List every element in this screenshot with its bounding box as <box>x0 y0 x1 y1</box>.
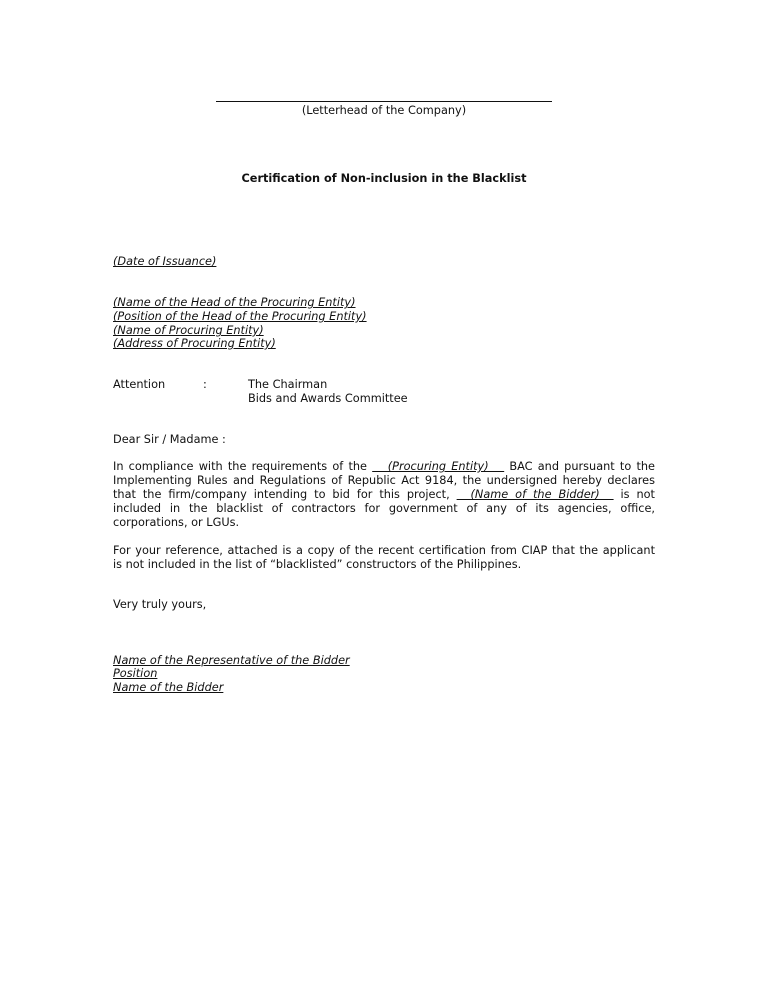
compliance-text-1a: In compliance with the requirements of the <box>113 460 373 473</box>
reference-line-2: is not included in the list of “blacklisted” constructors of the Philippines. <box>113 558 522 571</box>
closing: Very truly yours, <box>113 598 207 611</box>
attention-committee: Bids and Awards Committee <box>248 392 408 405</box>
procuring-entity-blank: (Procuring Entity) <box>372 460 505 473</box>
compliance-text-3b: is not <box>613 488 655 501</box>
compliance-line-3 <box>113 488 655 502</box>
signature-bidder-name: Name of the Bidder <box>113 681 224 694</box>
attention-colon: : <box>203 378 207 391</box>
salutation: Dear Sir / Madame : <box>113 433 226 446</box>
compliance-paragraph <box>113 460 655 530</box>
compliance-line-1 <box>113 460 655 474</box>
letterhead-line <box>216 101 552 102</box>
date-of-issuance: (Date of Issuance) <box>113 255 217 268</box>
addressee-entity-address: (Address of Procuring Entity) <box>113 337 276 350</box>
addressee-head-name: (Name of the Head of the Procuring Entity) <box>113 296 356 309</box>
compliance-line-2: Implementing Rules and Regulations of Republic Act 9184, the undersigned hereby declares <box>113 474 655 487</box>
attention-recipient: The Chairman <box>248 378 328 391</box>
addressee-head-position: (Position of the Head of the Procuring Entity) <box>113 310 367 323</box>
document-title: Certification of Non-inclusion in the Blacklist <box>241 172 527 185</box>
signature-representative-name: Name of the Representative of the Bidder <box>113 654 350 667</box>
reference-paragraph <box>113 544 655 572</box>
attention-label: Attention <box>113 378 166 391</box>
letterhead-label: (Letterhead of the Company) <box>301 104 467 117</box>
reference-line-1: For your reference, attached is a copy of the recent certification from CIAP that the applicant <box>113 544 655 557</box>
bidder-name-blank: (Name of the Bidder) <box>456 488 614 501</box>
compliance-line-5: corporations, or LGUs. <box>113 516 240 529</box>
compliance-text-1b: BAC and pursuant to the <box>504 460 655 473</box>
signature-position: Position <box>113 667 158 680</box>
compliance-line-4: included in the blacklist of contractors for government of any of its agencies, office, <box>113 502 655 515</box>
compliance-text-3a: that the firm/company intending to bid for this project, <box>113 488 457 501</box>
addressee-entity-name: (Name of Procuring Entity) <box>113 324 264 337</box>
